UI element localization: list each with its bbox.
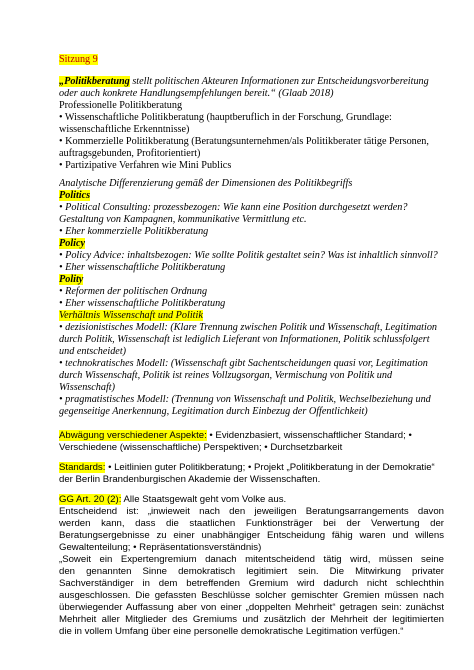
relation-label-text: Verhältnis Wissenschaft und Politik (59, 310, 203, 321)
politics-line: • Political Consulting: prozessbezogen: Wie kann eine Position durchgesetzt werden? (59, 202, 408, 213)
policy-line: • Policy Advice: inhaltsbezogen: Wie sollte Politik gestaltet sein? Was ist inhaltlich sinnvoll? (59, 250, 438, 261)
relation-label (59, 310, 444, 322)
policy-line: • Eher wissenschaftliche Politikberatung (59, 262, 226, 273)
relation-line: Wissenschaft) (59, 382, 116, 393)
politics-label-text: Politics (59, 190, 91, 201)
gg-line: werden kann, dass die staatlichen Funktionsträger bei der Verwertung der (59, 518, 444, 529)
gg-line: überwiegender Auffassung aber von einer „doppelten Mehrheit“ getragen sein: zunächst (59, 602, 444, 613)
weighing-text: • Evidenzbasiert, wissenschaftlicher Standard; • (209, 430, 412, 441)
relation-line: • technokratisches Modell: (Wissenschaft gibt Sachentscheidungen quasi vor, Legitimation (59, 358, 428, 369)
policy-label (59, 238, 444, 250)
polity-label (59, 274, 444, 286)
professional-line: • Kommerzielle Politikberatung (Beratungsunternehmen/als Politikberater tätige Personen, (59, 136, 429, 147)
gg-line: die in vollem Umfang über eine personelle demokratische Legitimation verfügen.“ (59, 626, 404, 637)
gg-line: Gewaltenteilung; • Repräsentationsverständnis) (59, 542, 262, 553)
standards-text: • Leitlinien guter Politikberatung; • Projekt „Politikberatung in der Demokratie“ (105, 462, 435, 473)
gg-line-1 (59, 494, 444, 506)
relation-line: durch Politik, Wissenschaft ist lediglich Lieferant von Informationen, Politik schlussfolgert (59, 334, 430, 345)
gg-line: den genannten Sinne demokratisch legitimiert sein. Die Mitwirkung privater (59, 566, 444, 577)
gg-line: Mehrheit aller Mitglieder des Gremiums und zusätzlich der Mehrheit der legitimierten (59, 614, 444, 625)
relation-line: und entscheidet) (59, 346, 127, 357)
polity-label-text: Polity (59, 274, 84, 285)
gg-text: Alle Staatsgewalt geht vom Volke aus. (121, 494, 287, 505)
definition-text: stellt politischen Akteuren Informationen zur Entscheidungsvorbereitung (129, 76, 429, 87)
gg-line: Sachverständiger in dem betreffenden Gremium wird dadurch nicht schlechthin (59, 578, 444, 589)
politics-line: Gestaltung von Kampagnen, kommunikative Vermittlung etc. (59, 214, 307, 225)
politics-line: • Eher kommerzielle Politikberatung (59, 226, 209, 237)
polity-line: • Eher wissenschaftliche Politikberatung (59, 298, 226, 309)
analytic-heading: Analytische Differenzierung gemäß der Dimensionen des Politikbegriffs (59, 178, 353, 189)
standards-line-2: der Berlin Brandenburgischen Akademie der Wissenschaften. (59, 474, 321, 485)
politics-label (59, 190, 444, 202)
professional-heading: Professionelle Politikberatung (59, 100, 183, 111)
relation-line: • pragmatistisches Modell: (Trennung von Wissenschaft und Politik, Wechselbeziehung und (59, 394, 431, 405)
session-heading (59, 54, 444, 66)
session-heading-text: Sitzung 9 (59, 54, 98, 65)
gg-label: GG Art. 20 (2): (59, 494, 122, 505)
relation-line: gegenseitige Anerkennung, Legitimation durch Einbezug der Öffentlichkeit) (59, 406, 368, 417)
policy-label-text: Policy (59, 238, 86, 249)
relation-line: • dezisionistisches Modell: (Klare Trennung zwischen Politik und Wissenschaft, Legitimation (59, 322, 438, 333)
gg-line: ausgeschlossen. Die gefassten Beschlüsse solcher gemischter Gremien müssen nach (59, 590, 444, 601)
polity-line: • Reformen der politischen Ordnung (59, 286, 208, 297)
definition-line-1 (59, 76, 444, 88)
professional-line: auftragsgebunden, Profitorientiert) (59, 148, 201, 159)
professional-line: • Partizipative Verfahren wie Mini Publics (59, 160, 232, 171)
professional-line: wissenschaftliche Erkenntnisse) (59, 124, 190, 135)
relation-line: durch Wissenschaft, Politik ist reines Vollzugsorgan, Vermischung von Politik und (59, 370, 393, 381)
gg-line: „Soweit ein Expertengremium danach mitentscheidend tätig wird, müssen seine (59, 554, 444, 565)
standards-line-1 (59, 462, 444, 474)
definition-term: „Politikberatung (59, 76, 130, 87)
weighing-line-1 (59, 430, 444, 442)
gg-line: Entscheidend ist: „inwieweit nach den jeweiligen Beratungsarrangements davon (59, 506, 444, 517)
definition-line-2: oder auch konkrete Handlungsempfehlungen bereit.“ (Glaab 2018) (59, 88, 334, 99)
professional-line: • Wissenschaftliche Politikberatung (hauptberuflich in der Forschung, Grundlage: (59, 112, 392, 123)
weighing-line-2: Verschiedene (wissenschaftliche) Perspektiven; • Durchsetzbarkeit (59, 442, 343, 453)
standards-label: Standards: (59, 462, 106, 473)
gg-line: Beratungsergebnisse zu einer unabhängiger Entscheidung fähig waren und willens (59, 530, 444, 541)
weighing-label: Abwägung verschiedener Aspekte: (59, 430, 207, 441)
